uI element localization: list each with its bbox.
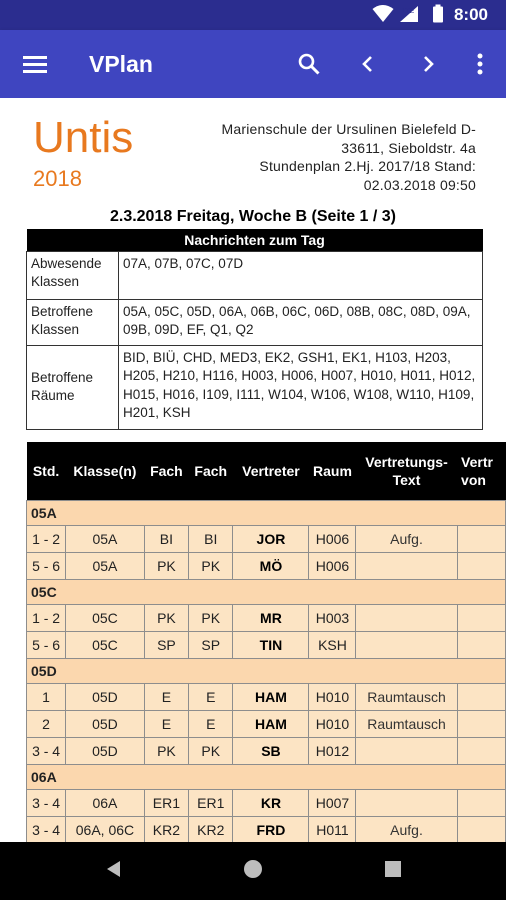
replaced-cell: [457, 789, 505, 816]
class-cell: 05C: [66, 604, 145, 631]
subject-cell: SP: [144, 631, 188, 658]
class-cell: 05D: [66, 710, 145, 737]
subject-cell: E: [144, 710, 188, 737]
subject-cell: PK: [144, 552, 188, 579]
group-label: 05D: [27, 658, 506, 683]
group-header-row: [27, 764, 506, 789]
room-cell: H006: [309, 552, 356, 579]
room-cell: H010: [309, 710, 356, 737]
subject-cell: PK: [189, 604, 233, 631]
logo-word: Untis: [33, 113, 134, 162]
message-label: Betroffene Klassen: [27, 299, 119, 345]
teacher-cell: MR: [233, 604, 309, 631]
note-cell: [356, 789, 457, 816]
svg-text:LTE: LTE: [402, 8, 415, 15]
period-cell: 1: [27, 683, 66, 710]
table-row[interactable]: [27, 525, 506, 552]
teacher-cell: HAM: [233, 683, 309, 710]
menu-icon[interactable]: [15, 44, 55, 84]
class-cell: 05D: [66, 683, 145, 710]
message-label: Abwesende Klassen: [27, 251, 119, 299]
school-line: 33611, Sieboldstr. 4a: [341, 139, 476, 156]
class-cell: 05A: [66, 525, 145, 552]
replaced-cell: [457, 525, 505, 552]
group-label: 05A: [27, 500, 506, 525]
recents-icon[interactable]: [383, 859, 403, 884]
subject-cell: BI: [189, 525, 233, 552]
replaced-cell: [457, 710, 505, 737]
plan-content[interactable]: [0, 98, 506, 842]
table-row[interactable]: [27, 710, 506, 737]
subject-cell: BI: [144, 525, 188, 552]
subject-cell: PK: [189, 552, 233, 579]
room-cell: H012: [309, 737, 356, 764]
teacher-cell: SB: [233, 737, 309, 764]
class-cell: 05C: [66, 631, 145, 658]
school-line: Stundenplan 2.Hj. 2017/18 Stand:: [259, 158, 476, 174]
app-bar: [0, 30, 506, 98]
period-cell: 3 - 4: [27, 816, 66, 842]
table-header-row: [27, 442, 506, 500]
untis-logo: [33, 114, 133, 192]
period-cell: 5 - 6: [27, 631, 66, 658]
col-header: Vertretungs-Text: [356, 442, 457, 500]
logo-year: 2018: [33, 166, 82, 191]
day-title: 2.3.2018 Freitag, Woche B (Seite 1 / 3): [109, 208, 397, 225]
group-label: 06A: [27, 764, 506, 789]
replaced-cell: [457, 683, 505, 710]
school-line: Marienschule der Ursulinen Bielefeld D-: [221, 121, 476, 137]
more-vert-icon[interactable]: [460, 44, 500, 84]
class-cell: 05A: [66, 552, 145, 579]
search-icon[interactable]: [289, 44, 329, 84]
period-cell: 1 - 2: [27, 525, 66, 552]
col-header: Std.: [27, 442, 66, 500]
messages-table: [26, 229, 483, 430]
note-cell: [356, 552, 457, 579]
group-header-row: [27, 579, 506, 604]
substitution-table: [26, 442, 506, 842]
message-value: 07A, 07B, 07C, 07D: [119, 251, 483, 299]
period-cell: 5 - 6: [27, 552, 66, 579]
teacher-cell: HAM: [233, 710, 309, 737]
app-title: VPlan: [89, 51, 153, 77]
table-row[interactable]: [27, 552, 506, 579]
table-row[interactable]: [27, 631, 506, 658]
subject-cell: PK: [144, 737, 188, 764]
table-row[interactable]: [27, 604, 506, 631]
message-value: BID, BIÜ, CHD, MED3, EK2, GSH1, EK1, H103, H203, H205, H210, H116, H003, H006, H007, H010, H011, H012, H015, H016, I109, I111, W104, W106, W108, W110, H109, H201, KSH: [119, 345, 483, 429]
note-cell: Aufg.: [356, 525, 457, 552]
class-cell: 06A: [66, 789, 145, 816]
period-cell: 3 - 4: [27, 789, 66, 816]
group-header-row: [27, 500, 506, 525]
note-cell: [356, 631, 457, 658]
back-icon[interactable]: [104, 859, 124, 884]
school-line: 02.03.2018 09:50: [363, 176, 476, 193]
messages-header: Nachrichten zum Tag: [27, 229, 483, 251]
group-header-row: [27, 658, 506, 683]
subject-cell: ER1: [189, 789, 233, 816]
clock: 8:00: [453, 5, 488, 24]
col-header: Fach: [144, 442, 188, 500]
group-label: 05C: [27, 579, 506, 604]
subject-cell: E: [189, 710, 233, 737]
note-cell: Raumtausch: [356, 683, 457, 710]
home-icon[interactable]: [243, 859, 263, 884]
wifi-icon: [372, 4, 394, 29]
room-cell: H007: [309, 789, 356, 816]
subject-cell: PK: [144, 604, 188, 631]
subject-cell: ER1: [144, 789, 188, 816]
class-cell: 05D: [66, 737, 145, 764]
replaced-cell: [457, 631, 505, 658]
table-row[interactable]: [27, 683, 506, 710]
table-row[interactable]: [27, 737, 506, 764]
replaced-cell: [457, 552, 505, 579]
chevron-left-icon[interactable]: [348, 44, 388, 84]
teacher-cell: TIN: [233, 631, 309, 658]
subject-cell: PK: [189, 737, 233, 764]
status-bar: [0, 0, 506, 30]
col-header: Raum: [309, 442, 356, 500]
chevron-right-icon[interactable]: [408, 44, 448, 84]
period-cell: 2: [27, 710, 66, 737]
replaced-cell: [457, 816, 505, 842]
table-row[interactable]: [27, 816, 506, 842]
system-nav-bar: [0, 842, 506, 900]
col-header: Vertr von: [457, 442, 505, 500]
room-cell: H006: [309, 525, 356, 552]
subject-cell: KR2: [189, 816, 233, 842]
col-header: Fach: [189, 442, 233, 500]
subject-cell: E: [144, 683, 188, 710]
room-cell: H003: [309, 604, 356, 631]
table-row[interactable]: [27, 789, 506, 816]
note-cell: [356, 737, 457, 764]
note-cell: [356, 604, 457, 631]
col-header: Klasse(n): [66, 442, 145, 500]
room-cell: KSH: [309, 631, 356, 658]
replaced-cell: [457, 604, 505, 631]
note-cell: Raumtausch: [356, 710, 457, 737]
period-cell: 1 - 2: [27, 604, 66, 631]
battery-icon: [432, 4, 444, 29]
class-cell: 06A, 06C: [66, 816, 145, 842]
period-cell: 3 - 4: [27, 737, 66, 764]
subject-cell: SP: [189, 631, 233, 658]
message-value: 05A, 05C, 05D, 06A, 06B, 06C, 06D, 08B, 08C, 08D, 09A, 09B, 09D, EF, Q1, Q2: [119, 299, 483, 345]
teacher-cell: FRD: [233, 816, 309, 842]
school-info: [176, 120, 476, 194]
cellular-signal-icon: [398, 4, 420, 29]
replaced-cell: [457, 737, 505, 764]
subject-cell: KR2: [144, 816, 188, 842]
message-label: Betroffene Räume: [27, 345, 119, 429]
room-cell: H010: [309, 683, 356, 710]
subject-cell: E: [189, 683, 233, 710]
teacher-cell: MÖ: [233, 552, 309, 579]
note-cell: Aufg.: [356, 816, 457, 842]
teacher-cell: KR: [233, 789, 309, 816]
room-cell: H011: [309, 816, 356, 842]
teacher-cell: JOR: [233, 525, 309, 552]
col-header: Vertreter: [233, 442, 309, 500]
